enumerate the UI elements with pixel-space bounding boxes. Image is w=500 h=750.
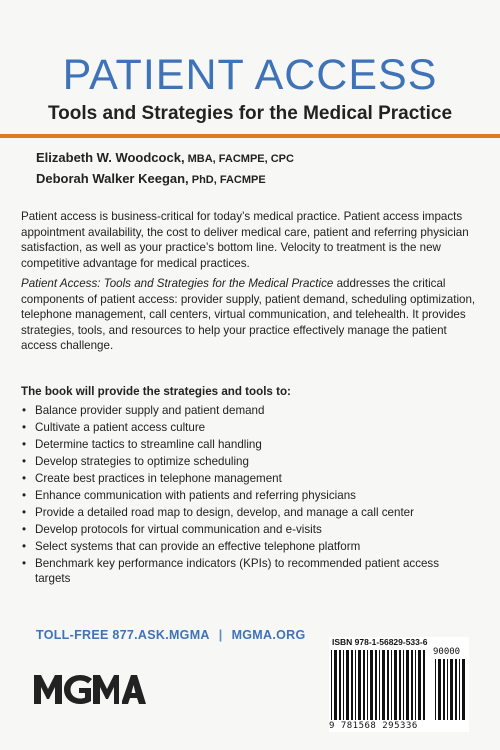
list-item xyxy=(21,539,461,554)
list-item xyxy=(21,556,461,586)
barcode-bar xyxy=(423,650,425,720)
barcode-bar xyxy=(403,650,404,720)
barcode-bar xyxy=(406,650,409,720)
list-item xyxy=(21,488,461,503)
price-barcode-bars xyxy=(433,659,467,720)
list-item xyxy=(21,471,461,486)
benefits-lead: The book will provide the strategies and tools to: xyxy=(21,385,291,398)
list-item xyxy=(21,505,461,520)
bullet-icon: • xyxy=(22,557,27,570)
list-item-text: Determine tactics to streamline call handling xyxy=(35,438,262,451)
barcode-bar xyxy=(394,650,397,720)
description-paragraph-2 xyxy=(21,276,481,354)
bullet-icon: • xyxy=(22,540,27,553)
author-1-name: Elizabeth W. Woodcock, xyxy=(36,150,185,165)
description-paragraph-2-text: addresses the critical components of patient access: provider supply, patient demand, scheduling optimization, telephone management, call centers, virtual communication, and telehealth. It provides strategies, tools, and resources to help your practice effectively manage the patient access challenge. xyxy=(21,277,476,352)
barcode-bar xyxy=(435,659,436,720)
orange-divider xyxy=(0,134,500,138)
barcode-bar xyxy=(343,650,344,720)
list-item xyxy=(21,420,461,435)
barcode-bar xyxy=(411,650,413,720)
barcode-bar xyxy=(399,650,401,720)
author-1 xyxy=(36,148,294,169)
website: MGMA.ORG xyxy=(231,628,306,642)
author-2-name: Deborah Walker Keegan, xyxy=(36,171,189,186)
list-item-text: Select systems that can provide an effective telephone platform xyxy=(35,540,361,553)
author-2 xyxy=(36,169,294,190)
contact-separator: | xyxy=(218,628,223,642)
barcode-bar xyxy=(459,659,460,720)
contact-line xyxy=(36,628,305,642)
bullet-icon: • xyxy=(22,489,27,502)
barcode-bar xyxy=(375,650,377,720)
book-subtitle: Tools and Strategies for the Medical Practice xyxy=(47,103,453,124)
barcode-bar xyxy=(415,650,416,720)
barcode-bar xyxy=(331,650,332,720)
barcode-bars xyxy=(329,650,429,720)
barcode-bar xyxy=(358,650,361,720)
barcode-bar xyxy=(355,650,356,720)
barcode-bar xyxy=(443,659,445,720)
list-item-text: Develop strategies to optimize scheduling xyxy=(35,455,249,468)
list-item-text: Benchmark key performance indicators (KPIs) to recommended patient access targets xyxy=(35,557,440,585)
bullet-icon: • xyxy=(22,523,27,536)
price-code: 90000 xyxy=(433,647,461,657)
phone-number: TOLL-FREE 877.ASK.MGMA xyxy=(36,628,210,642)
bullet-icon: • xyxy=(22,421,27,434)
barcode-bar xyxy=(339,650,341,720)
bullet-icon: • xyxy=(22,506,27,519)
list-item xyxy=(21,522,461,537)
bullet-icon: • xyxy=(22,455,27,468)
bullet-icon: • xyxy=(22,472,27,485)
list-item-text: Cultivate a patient access culture xyxy=(35,421,206,434)
barcode-bar xyxy=(382,650,385,720)
barcode-bar xyxy=(370,650,373,720)
mgma-logo xyxy=(34,672,146,704)
barcode-bar xyxy=(363,650,365,720)
isbn-barcode xyxy=(329,637,469,732)
bullet-icon: • xyxy=(22,404,27,417)
barcode-bar xyxy=(391,650,392,720)
barcode-bar xyxy=(346,650,349,720)
barcode-bar xyxy=(334,650,337,720)
barcode-bar xyxy=(462,659,465,720)
barcode-bar xyxy=(447,659,448,720)
barcode-bar xyxy=(379,650,380,720)
list-item-text: Create best practices in telephone management xyxy=(35,472,282,485)
barcode-bar xyxy=(387,650,389,720)
list-item xyxy=(21,454,461,469)
author-2-credentials: PhD, FACMPE xyxy=(188,174,266,186)
benefits-list xyxy=(21,403,461,588)
barcode-bar xyxy=(418,650,421,720)
bullet-icon: • xyxy=(22,438,27,451)
list-item xyxy=(21,437,461,452)
barcode-bar xyxy=(438,659,441,720)
barcode-bar xyxy=(455,659,457,720)
barcode-bar xyxy=(367,650,368,720)
isbn-number: ISBN 978-1-56829-533-6 xyxy=(332,637,428,647)
description-paragraph-1: Patient access is business-critical for today’s medical practice. Patient access impacts appointment availability, the cost to deliver medical care, patient and referring physician satisfaction, as well as your practice’s bottom line. Velocity to treatment is the new competitive advantage for medical practices. xyxy=(21,210,469,270)
list-item-text: Develop protocols for virtual communication and e-visits xyxy=(35,523,322,536)
barcode-bar xyxy=(351,650,353,720)
book-title: PATIENT ACCESS xyxy=(62,51,438,99)
barcode-bar xyxy=(450,659,453,720)
author-1-credentials: MBA, FACMPE, CPC xyxy=(184,153,294,165)
author-list xyxy=(36,148,294,190)
list-item xyxy=(21,403,461,418)
list-item-text: Enhance communication with patients and referring physicians xyxy=(35,489,356,502)
list-item-text: Provide a detailed road map to design, develop, and manage a call center xyxy=(35,506,414,519)
book-title-italic: Patient Access: Tools and Strategies for the Medical Practice xyxy=(21,277,334,290)
list-item-text: Balance provider supply and patient demand xyxy=(35,404,265,417)
barcode-number: 9 781568 295336 xyxy=(329,721,418,731)
